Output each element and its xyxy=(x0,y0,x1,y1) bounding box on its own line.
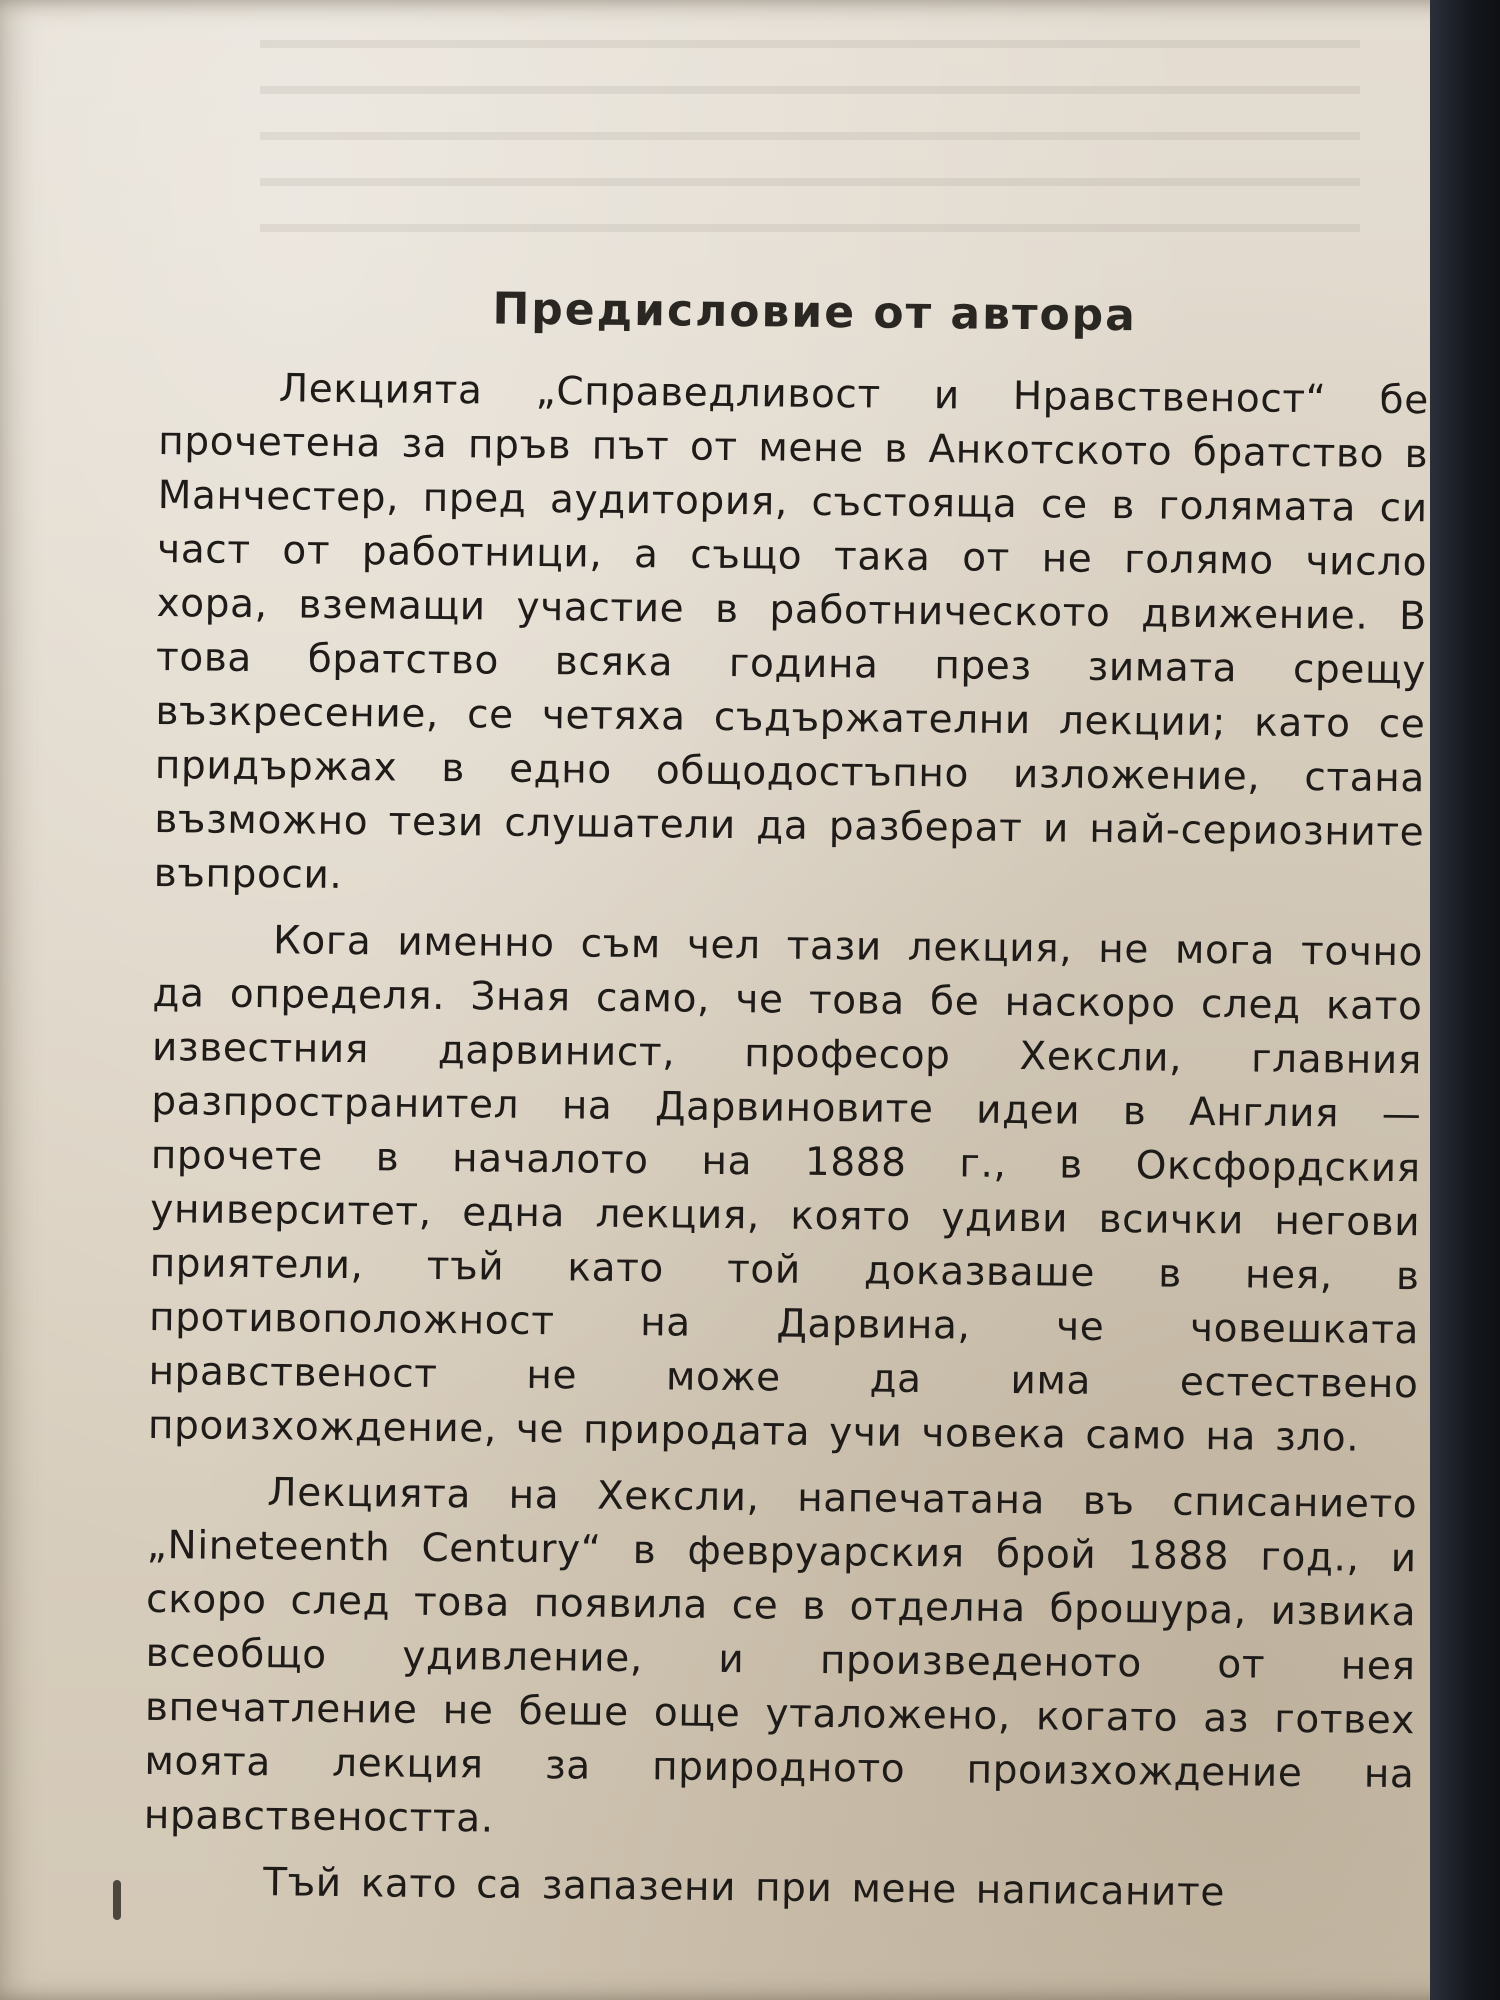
paragraph-3: Лекцията на Хексли, напечатана въ списанието „Nineteenth Century“ в февруарския брой 1888 год., и скоро след това появила се в отделна брошура, извика всеобщо удивление, и произведеното от нея впечатление не беше още уталожено, когато аз готвех моята лекция за природното произхождение на нравствеността. xyxy=(143,1470,1418,1842)
page-title: Предисловие от автора xyxy=(492,283,1138,342)
paragraph-2: Кога именно съм чел тази лекция, не мога точно да определя. Зная само, че това бе наскоро след като известния дарвинист, професор Хексли, главния разпространител на Дарвиновите идеи в Англия — прочете в началото на 1888 г., в Оксфордския университет, една лекция, която удиви всички негови приятели, тъй като той доказваше в нея, в противоположност на Дарвина, че човешката нравственост не може да има естествено произхождение, че природата учи човека само на зло. xyxy=(147,918,1424,1461)
paragraph-4: Тъй като са запазени при мене написаните xyxy=(262,1860,1226,1916)
page-content xyxy=(143,280,1430,1922)
paragraph-1: Лекцията „Справедливост и Нравственост“ бе прочетена за пръв път от мене в Анкотското братство в Манчестер, пред аудитория, състояща се в голямата си част от работници, а също така от не голямо число хора, вземащи участие в работническото движение. В това братство всяка година през зимата срещу възкресение, се четяха съдържателни лекции; като се придържах в едно общодостъпно изложение, стана възможно тези слушатели да разберат и най-сериозните въпроси. xyxy=(153,366,1430,898)
ink-smudge xyxy=(113,1880,121,1920)
background-edge xyxy=(1430,0,1500,2000)
bleed-through-text xyxy=(260,40,1360,260)
